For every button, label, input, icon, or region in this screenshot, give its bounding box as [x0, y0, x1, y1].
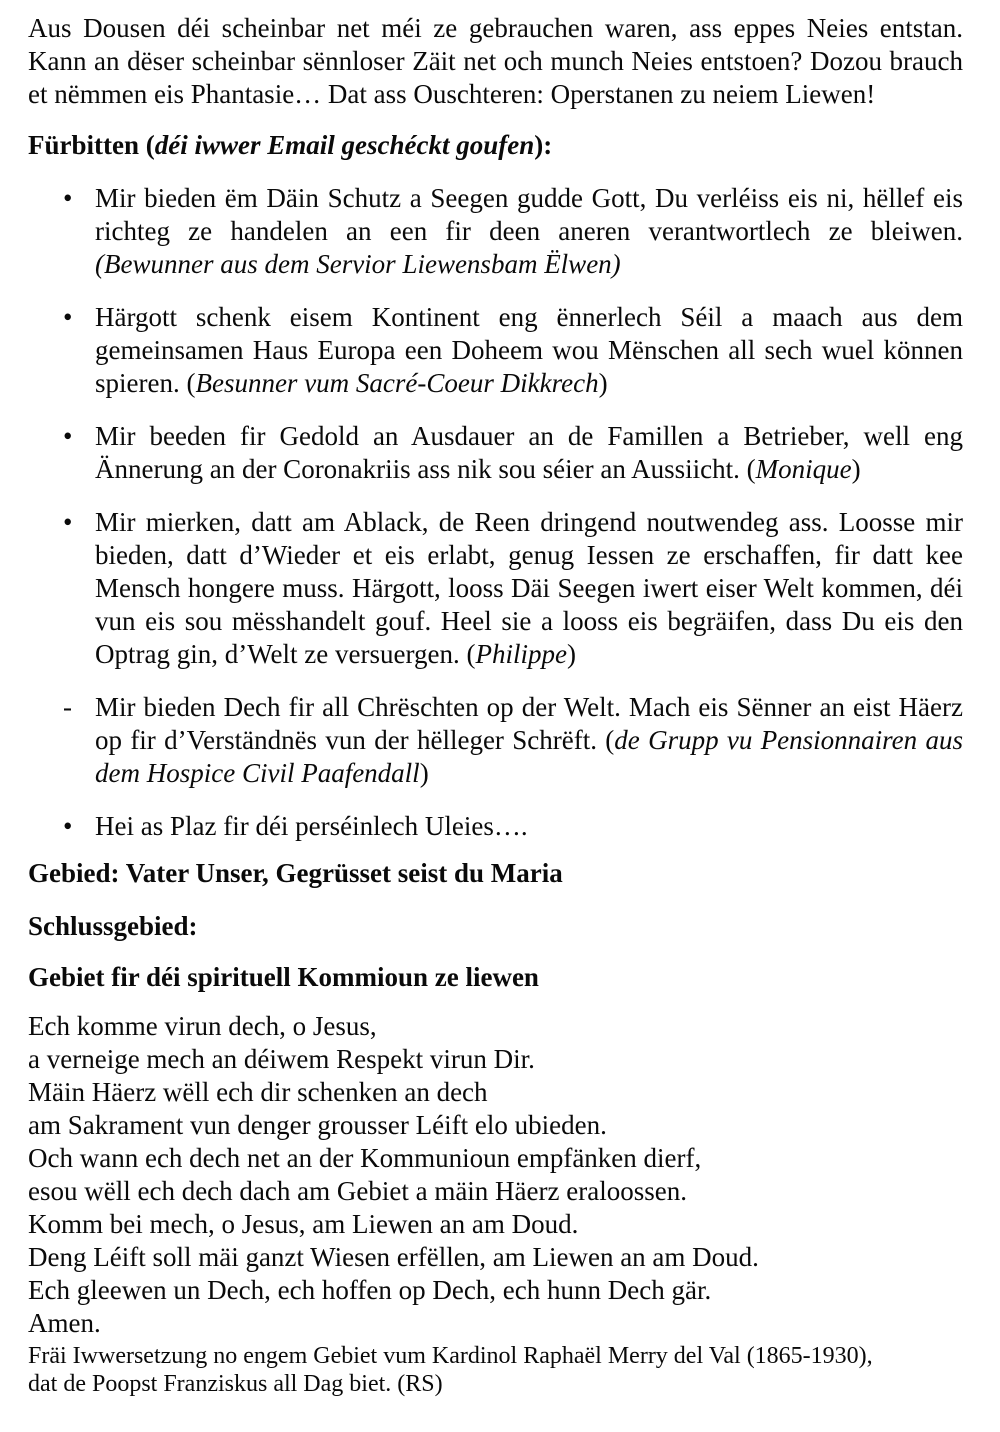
intercession-text: Mir beeden fir Gedold an Ausdauer an de Famillen a Betrieber, well eng Ännerung an der Coronakriis ass nik sou séier an Aussiicht.	[95, 421, 963, 484]
intercession-item-4	[28, 506, 963, 671]
intercession-item-1	[28, 182, 963, 281]
intercession-source: de Grupp vu Pensionnairen aus dem Hospice Civil Paafendall	[95, 725, 963, 788]
bullet-marker: •	[63, 183, 73, 213]
intercession-source: (Bewunner aus dem Servior Liewensbam Ëlwen)	[95, 249, 621, 279]
footnote-line: dat de Poopst Franziskus all Dag biet. (RS)	[28, 1371, 443, 1397]
footnote-line: Fräi Iwwersetzung no engem Gebiet vum Kardinol Raphaël Merry del Val (1865-1930),	[28, 1343, 873, 1369]
bullet-marker: •	[63, 507, 73, 537]
prayer-amen: Amen.	[28, 1308, 101, 1338]
bullet-marker: •	[63, 421, 73, 451]
intercessions-heading	[28, 129, 963, 162]
prayer-heading: Gebied: Vater Unser, Gegrüsset seist du Maria	[28, 858, 563, 888]
prayer-line: Deng Léift soll mäi ganzt Wiesen erfëllen, am Liewen an am Doud.	[28, 1242, 759, 1272]
intercession-text: Hei as Plaz fir déi perséinlech Uleies….	[95, 811, 528, 841]
intercession-text: Mir bieden ëm Däin Schutz a Seegen gudde Gott, Du verléiss eis ni, hëllef eis richteg ze handelen an een fir deen aneren verantwortlech ze bleiwen.	[95, 183, 963, 246]
intercession-source: Philippe	[475, 639, 567, 669]
intercession-source: Besunner vum Sacré-Coeur Dikkrech	[195, 368, 599, 398]
source-open-paren: (	[605, 725, 615, 755]
source-close-paren: )	[598, 368, 608, 398]
dash-marker: -	[63, 692, 72, 722]
prayer-line: a verneige mech an déiwem Respekt virun Dir.	[28, 1044, 535, 1074]
source-open-paren: (	[186, 368, 196, 398]
source-close-paren: )	[419, 758, 429, 788]
prayer-line: esou wëll ech dech dach am Gebiet a mäin Häerz eraloossen.	[28, 1176, 687, 1206]
prayer-line: Mäin Häerz wëll ech dir schenken an dech	[28, 1077, 488, 1107]
intercession-item-6	[28, 810, 963, 843]
bullet-marker: •	[63, 302, 73, 332]
intercessions-heading-suffix: ):	[534, 130, 553, 160]
source-close-paren: )	[851, 454, 861, 484]
intercession-text: Mir mierken, datt am Ablack, de Reen dringend noutwendeg ass. Loosse mir bieden, datt d’Wieder et eis erlabt, genug Iessen ze erschaffen, fir datt kee Mensch hongere muss. Härgott, looss Däi Seegen iwert eiser Welt kommen, déi vun eis sou mësshandelt gouf. Heel sie a looss eis begräifen, dass Du eis den Optrag gin, d’Welt ze versuergen.	[95, 507, 963, 669]
prayer-line: Och wann ech dech net an der Kommunioun empfänken dierf,	[28, 1143, 702, 1173]
intercession-text: Härgott schenk eisem Kontinent eng ënnerlech Séil a maach aus dem gemeinsamen Haus Europa een Doheem wou Mënschen all sech wuel können spieren.	[95, 302, 963, 398]
bullet-marker: •	[63, 811, 73, 841]
intercession-item-3	[28, 420, 963, 486]
spiritual-communion-prayer	[28, 1010, 963, 1340]
source-open-paren: (	[746, 454, 756, 484]
intercessions-heading-italic: déi iwwer Email geschéckt goufen	[154, 130, 535, 160]
intercessions-list	[28, 182, 963, 843]
prayer-line: am Sakrament vun denger grousser Léift elo ubieden.	[28, 1110, 607, 1140]
spiritual-communion-heading: Gebiet fir déi spirituell Kommioun ze liewen	[28, 962, 539, 992]
intercession-text: Mir bieden Dech fir all Chrëschten op der Welt. Mach eis Sënner an eist Häerz op fir d’Verständnës vun der hëlleger Schrëft.	[95, 692, 963, 755]
intercession-item-5	[28, 691, 963, 790]
source-open-paren: (	[466, 639, 476, 669]
intro-paragraph: Aus Dousen déi scheinbar net méi ze gebrauchen waren, ass eppes Neies entstan. Kann an dëser scheinbar sënnloser Zäit net och munch Neies entstoen? Dozou brauch et nëmmen eis Phantasie… Dat ass Ouschteren: Operstanen zu neiem Liewen!	[28, 13, 963, 109]
closing-prayer-heading: Schlussgebied:	[28, 911, 198, 941]
translation-footnote	[28, 1342, 963, 1398]
intercession-item-2	[28, 301, 963, 400]
intercession-source: Monique	[755, 454, 852, 484]
prayer-line: Komm bei mech, o Jesus, am Liewen an am Doud.	[28, 1209, 579, 1239]
prayer-line: Ech komme virun dech, o Jesus,	[28, 1011, 377, 1041]
intercessions-heading-prefix: Fürbitten (	[28, 130, 155, 160]
source-close-paren: )	[566, 639, 576, 669]
prayer-line: Ech gleewen un Dech, ech hoffen op Dech, ech hunn Dech gär.	[28, 1275, 712, 1305]
